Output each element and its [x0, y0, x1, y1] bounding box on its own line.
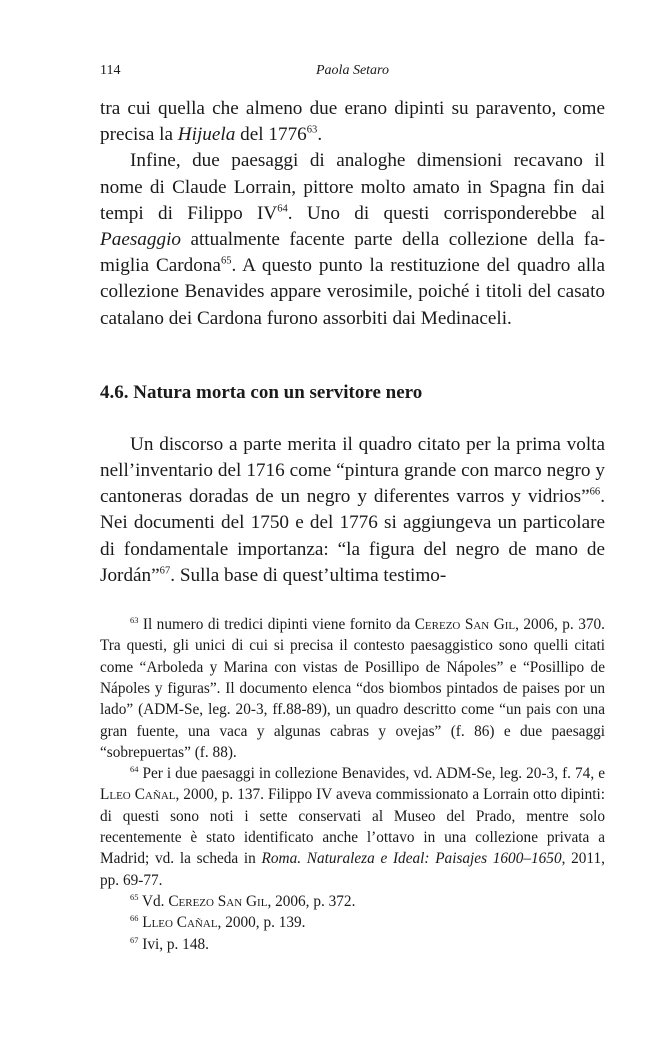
page-number: 114 — [100, 63, 121, 78]
running-head: Paola Setaro — [316, 63, 389, 78]
text-run: del 1776 — [235, 124, 307, 146]
text-run: . Sulla base di quest’ultima testimo- — [170, 564, 447, 586]
author-name: Lleo Cañal — [100, 786, 176, 804]
footnote-ref: 63 — [306, 124, 318, 136]
footnote-number: 67 — [130, 935, 139, 945]
book-page — [100, 60, 605, 955]
footnote-66 — [100, 912, 605, 933]
paragraph — [100, 148, 605, 331]
footnote-number: 63 — [130, 615, 139, 625]
paragraph — [100, 432, 605, 589]
text-run: Infine, due paesaggi di analoghe dimensioni recavano il nome di Claude Lorrain, pittore molto amato in Spagna fin dai tempi di Filippo IV — [100, 150, 605, 224]
paragraph — [100, 96, 605, 148]
italic-title: Paesaggio — [100, 229, 182, 251]
text-run: , 2006, p. 372. — [267, 892, 356, 910]
footnote-ref: 67 — [159, 565, 171, 577]
text-run: , 2000, p. 139. — [217, 914, 306, 932]
footnote-number: 64 — [130, 765, 139, 775]
footnote-number: 65 — [130, 892, 139, 902]
footnote-ref: 64 — [277, 203, 288, 215]
footnote-63 — [100, 614, 605, 763]
text-run: Vd. — [138, 892, 169, 910]
page-header — [100, 60, 605, 82]
author-name: Cerezo San Gil — [414, 616, 516, 634]
body-text — [100, 96, 605, 332]
text-run: Ivi, p. 148. — [138, 935, 209, 953]
text-run: . A questo punto la restituzione del quadro alla collezione Benavides appare verosimile, poiché i titoli del casato catalano dei Cardona furono assorbiti dai Medinaceli. — [100, 255, 605, 329]
author-name: Lleo Cañal — [142, 914, 218, 932]
footnote-64 — [100, 763, 605, 891]
footnote-ref: 66 — [589, 486, 601, 498]
footnote-ref: 65 — [220, 255, 232, 267]
footnote-number: 66 — [130, 914, 139, 924]
text-run: attualmente facente parte della collezione della famiglia Cardona — [100, 229, 605, 277]
text-run: , 2011, pp. 69-77. — [100, 850, 605, 889]
text-run: Per i due paesaggi in collezione Benavides, vd. ADM-Se, leg. 20-3, f. 74, e — [138, 765, 605, 783]
footnotes — [100, 614, 605, 955]
author-name: Cerezo San Gil — [168, 892, 268, 910]
text-run: Un discorso a parte merita il quadro citato per la prima volta nell’inventario del 1716 come “pintura grande con marco negro y cantoneras doradas de un negro y diferentes varros y vidrios” — [100, 433, 605, 508]
text-run: . Nei documenti del 1750 e del 1776 si aggiungeva un particolare di fondamentale importanza: “la figura del negro de mano de Jordán” — [100, 486, 605, 586]
text-run: Il numero di tredici dipinti viene fornito da — [138, 616, 415, 634]
text-run: tra cui quella che almeno due erano dipinti su paravento, come precisa la — [100, 98, 605, 146]
italic-title: Hijuela — [177, 124, 236, 146]
section-body — [100, 432, 605, 589]
section-heading: 4.6. Natura morta con un servitore nero — [100, 381, 423, 403]
footnote-65 — [100, 891, 605, 912]
text-run: , 2000, p. 137. Filippo IV aveva commissionato a Lorrain otto dipinti: di questi sono noti i sette conservati al Museo del Prado, mentre solo recentemente è stato identificato anche l’ottavo in una collezione privata a Madrid; vd. la scheda in — [100, 786, 605, 868]
footnote-67 — [100, 934, 605, 955]
text-run: . — [317, 124, 323, 146]
text-run: , 2006, p. 370. Tra questi, gli unici di cui si precisa il contesto paesaggistico sono quelli citati come “Arboleda y Marina con vistas de Posillipo de Nápoles” e “Posillipo de Nápoles y figuras”. Il documento elenca “dos biombos pintados de paises por un lado” (ADM-Se, leg. 20-3, ff.88-89), un quadro descritto come “un pais con una gran fuente, una vaca y algunas cabras y ovejas” (f. 86) e due paesaggi “sobrepuertas” (f. 88). — [100, 616, 605, 761]
italic-title: Roma. Naturaleza e Ideal: Paisajes 1600–1650 — [261, 850, 562, 868]
text-run: . Uno di questi corrisponderebbe al — [287, 202, 605, 224]
